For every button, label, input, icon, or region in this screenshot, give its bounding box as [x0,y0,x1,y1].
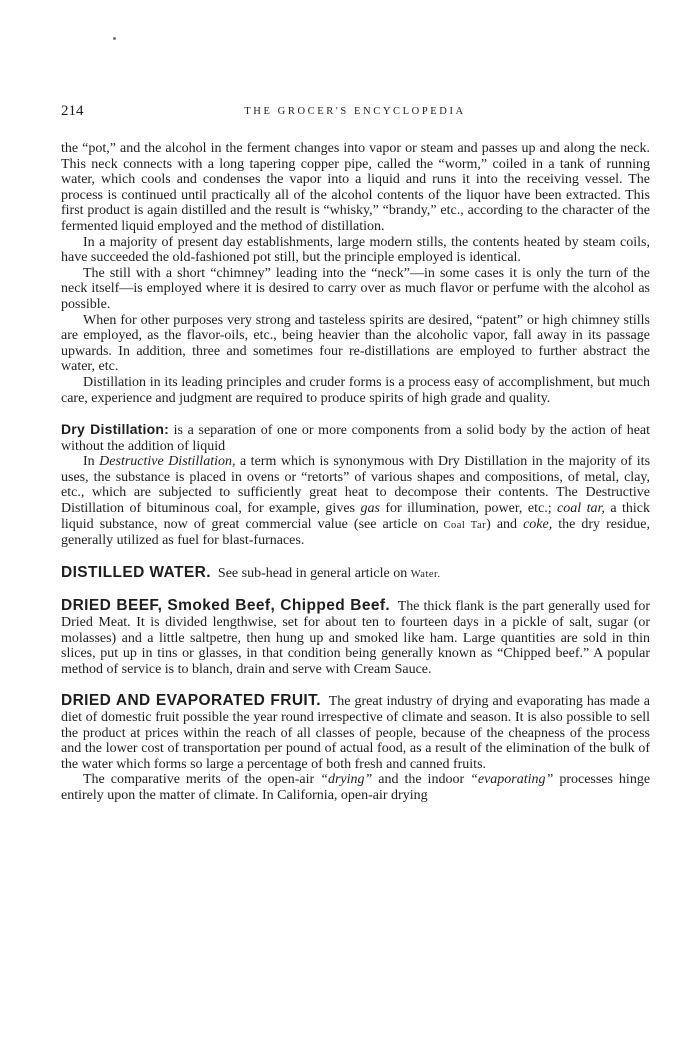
paragraph-distillation-summary: Distillation in its leading principles and cruder forms is a process easy of accomplishment, but much care, experience and judgment are required to produce spirits of high grade and quality. [61,374,650,406]
entry-dried-beef [61,598,650,677]
italic-term: coke, [523,516,553,532]
running-head: THE GROCER'S ENCYCLOPEDIA [244,106,466,117]
dried-fruit-paragraph [61,693,650,772]
distilled-water-line [61,565,650,583]
text-run: a term which is synonymous with Dry Distillation in the majority of its uses, the substance is placed in ovens or “retorts” of various shapes and compositions, of metal, clay, etc., which are subjected to sufficiently great heat to decompose their contents. The Destructive Distillation of bituminous coal, for example, gives [61,454,651,517]
text-run: the dry residue, generally utilized as fuel for blast-furnaces. [61,516,651,549]
entry-text: See sub-head in general article on [217,565,408,581]
paragraph-continued: the “pot,” and the alcohol in the ferment changes into vapor or steam and passes up and along the neck. This neck connects with a long tapering copper pipe, called the “worm,” coiled in a tank of running water, which cools and condenses the vapor into a liquid and runs it into the receiving vessel. The process is continued until practically all of the alcohol contents of the liquor have been extracted. This first product is again distilled and the result is “whisky,” “brandy,” etc., according to the character of the fermented liquid employed and the method of distillation. [61,141,650,234]
entry-title: Dry Distillation: [61,421,170,438]
text-run: and the indoor [378,772,465,788]
ink-speck [113,37,116,40]
entry-text: The thick flank is the part generally used for Dried Meat. It is divided lengthwise, set for about ten to fourteen days in a pickle of salt, sugar (or molasses) and a little saltpetre, then hung up and smoked like ham. Large quantities are sold in thin slices, put up in tins or glasses, in that condition being generally known as “Chipped beef.” A popular method of service is to blanch, drain and serve with Cream Sauce. [61,599,650,677]
entry-title: DRIED AND EVAPORATED FRUIT. [61,692,321,710]
entry-dry-distillation [61,422,650,549]
italic-term: Destructive Distillation, [99,454,236,470]
page-header [61,103,649,123]
dry-distillation-definition [61,422,650,454]
italic-term: “drying” [320,772,373,788]
italic-term: coal tar, [557,501,605,517]
paragraph-patent-stills: When for other purposes very strong and tasteless spirits are desired, “patent” or high chimney stills are employed, as the flavor-oils, etc., being heavier than the alcoholic vapor, fall away in its passage upwards. In addition, three and sometimes four re-distillations are employed to further abstract the water, etc. [61,312,650,375]
text-run: for illumination, power, etc.; [385,501,552,517]
page-body [61,141,650,804]
dried-beef-paragraph [61,598,650,677]
paragraph-chimney-still: The still with a short “chimney” leading into the “neck”—in some cases it is only the turn of the neck itself—is employed where it is desired to carry over as much flavor or perfume with the alcohol as possible. [61,265,650,312]
drying-vs-evaporating-paragraph [61,772,650,803]
italic-term: “evaporating” [470,772,554,788]
text-run: a thick liquid substance, now of great commercial value (see article on [61,501,650,532]
text-run: ) and [486,516,518,532]
entry-title: DISTILLED WATER. [61,563,211,581]
text-run: In [83,454,95,470]
entry-title: DRIED BEEF, Smoked Beef, Chipped Beef. [61,597,391,615]
cross-reference-water: Water. [410,568,441,580]
destructive-distillation-paragraph [61,454,650,549]
italic-term: gas [360,501,380,517]
text-run: processes hinge entirely upon the matter of climate. In California, open-air drying [61,772,651,803]
paragraph-modern-stills: In a majority of present day establishments, large modern stills, the contents heated by steam coils, have succeeded the old-fashioned pot still, but the principle employed is identical. [61,234,650,266]
text-run: The comparative merits of the open-air [83,772,315,788]
entry-distilled-water [61,565,650,583]
page-number: 214 [61,103,84,119]
entry-text: The great industry of drying and evaporating has made a diet of domestic fruit possible the year round irrespective of climate and season. It is also possible to sell the product at prices within the reach of all classes of people, because of the cheapness of the process and the lower cost of transportation per pound of actual food, as a result of the elimination of the bulk of the water which forms so large a percentage of both fresh and canned fruits. [61,694,650,772]
entry-dried-evaporated-fruit [61,693,650,803]
entry-text: is a separation of one or more components from a solid body by the action of heat without the addition of liquid [61,423,651,454]
cross-reference-coal-tar: Coal Tar [443,519,487,531]
